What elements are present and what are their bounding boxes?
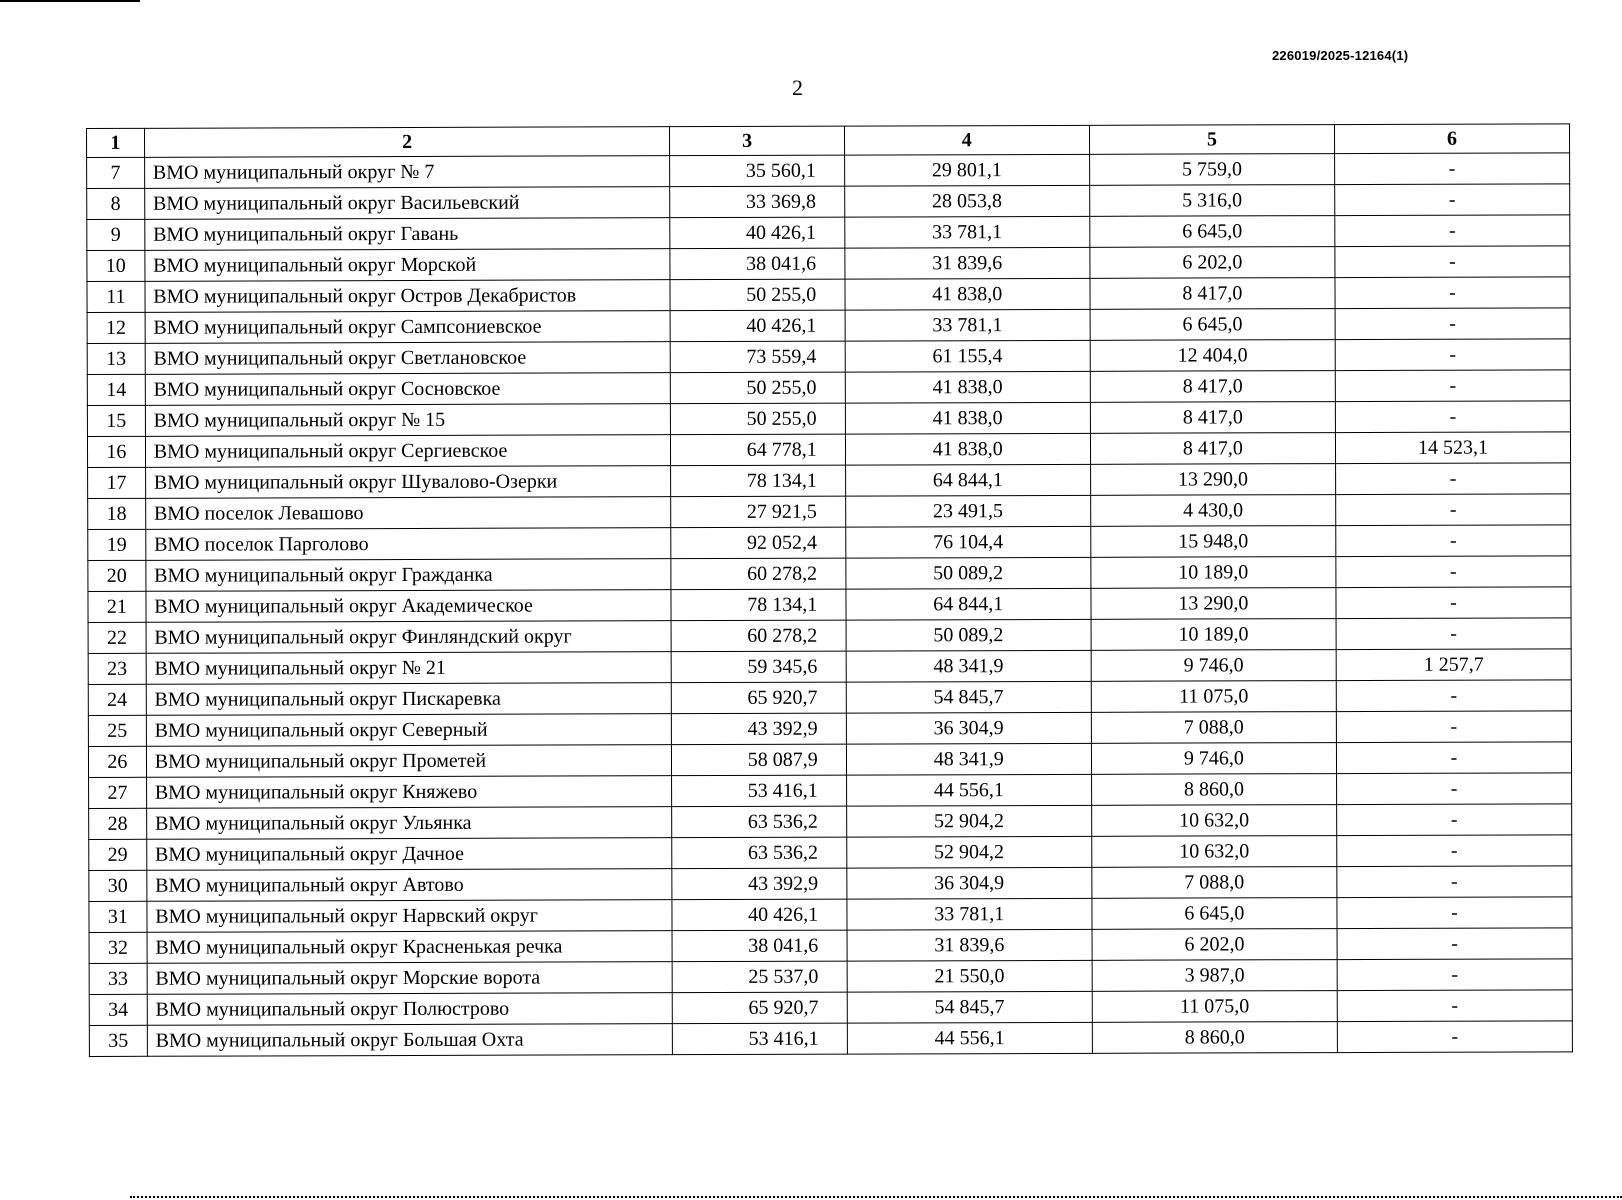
value-col5-cell: 6 202,0 (1092, 929, 1337, 961)
table-row (87, 246, 1570, 282)
value-col4-cell: 28 053,8 (844, 185, 1089, 217)
municipality-name-cell: ВМО муниципальный округ Светлановское (145, 342, 671, 375)
value-col6-cell: - (1336, 556, 1571, 588)
value-col4-cell: 41 838,0 (845, 402, 1090, 434)
value-col6-cell: - (1337, 866, 1572, 898)
page-number: 2 (792, 75, 803, 100)
value-col5-cell: 6 645,0 (1092, 898, 1337, 930)
value-col6-cell: - (1336, 711, 1571, 743)
value-col5-cell: 11 075,0 (1091, 681, 1336, 713)
value-col5-cell: 11 075,0 (1092, 991, 1337, 1023)
value-col6-cell: - (1336, 587, 1571, 619)
municipality-name-cell: ВМО муниципальный округ № 7 (144, 156, 670, 189)
value-col3-cell: 27 921,5 (671, 496, 845, 528)
value-col5-cell: 8 417,0 (1090, 402, 1335, 434)
value-col3-cell: 35 560,1 (670, 155, 844, 187)
row-number-cell: 27 (89, 777, 147, 808)
value-col3-cell: 60 278,2 (671, 558, 845, 590)
value-col3-cell: 64 778,1 (671, 434, 845, 466)
value-col4-cell: 33 781,1 (844, 216, 1089, 248)
row-number-cell: 19 (88, 529, 146, 560)
document-number: 226019/2025-12164(1) (1272, 48, 1409, 63)
value-col6-cell: - (1335, 401, 1570, 433)
table-row (87, 432, 1570, 468)
value-col6-cell: - (1335, 277, 1570, 309)
value-col3-cell: 50 255,0 (670, 279, 844, 311)
value-col5-cell: 3 987,0 (1092, 960, 1337, 992)
value-col3-cell: 73 559,4 (671, 341, 845, 373)
value-col5-cell: 8 417,0 (1090, 278, 1335, 310)
value-col4-cell: 54 845,7 (847, 991, 1092, 1023)
table-row (87, 215, 1570, 251)
value-col5-cell: 8 860,0 (1091, 774, 1336, 806)
value-col4-cell: 52 904,2 (846, 805, 1091, 837)
value-col4-cell: 23 491,5 (845, 495, 1090, 527)
municipality-name-cell: ВМО муниципальный округ № 15 (145, 404, 671, 437)
value-col5-cell: 13 290,0 (1090, 464, 1335, 496)
municipality-name-cell: ВМО муниципальный округ Нарвский округ (147, 900, 673, 933)
row-number-cell: 11 (87, 281, 145, 312)
municipality-name-cell: ВМО муниципальный округ Красненькая речка (147, 931, 673, 964)
municipality-name-cell: ВМО муниципальный округ Сосновское (145, 373, 671, 406)
row-number-cell: 8 (87, 188, 145, 219)
value-col4-cell: 61 155,4 (845, 340, 1090, 372)
value-col6-cell: - (1337, 1021, 1572, 1053)
municipality-name-cell: ВМО муниципальный округ Гавань (145, 218, 671, 251)
value-col4-cell: 41 838,0 (845, 433, 1090, 465)
row-number-cell: 17 (88, 467, 146, 498)
row-number-cell: 21 (88, 591, 146, 622)
value-col6-cell: - (1336, 525, 1571, 557)
table-row (89, 835, 1572, 871)
value-col3-cell: 38 041,6 (672, 930, 846, 962)
value-col3-cell: 78 134,1 (671, 465, 845, 497)
row-number-cell: 30 (89, 870, 147, 901)
municipality-name-cell: ВМО муниципальный округ Морские ворота (147, 962, 673, 995)
row-number-cell: 16 (87, 436, 145, 467)
table-row (87, 370, 1570, 406)
value-col3-cell: 65 920,7 (672, 682, 846, 714)
municipality-name-cell: ВМО муниципальный округ Сергиевское (145, 435, 671, 468)
value-col4-cell: 50 089,2 (846, 619, 1091, 651)
row-number-cell: 28 (89, 808, 147, 839)
value-col6-cell: - (1336, 742, 1571, 774)
value-col5-cell: 8 417,0 (1090, 371, 1335, 403)
allocation-table (86, 123, 1573, 1057)
value-col6-cell: - (1337, 804, 1572, 836)
row-number-cell: 14 (87, 374, 145, 405)
value-col5-cell: 4 430,0 (1090, 495, 1335, 527)
table-row (87, 339, 1570, 375)
value-col5-cell: 5 759,0 (1089, 154, 1334, 186)
table-row (87, 184, 1570, 220)
municipality-name-cell: ВМО муниципальный округ Княжево (146, 776, 672, 809)
value-col4-cell: 64 844,1 (845, 464, 1090, 496)
municipality-name-cell: ВМО муниципальный округ Васильевский (144, 187, 670, 220)
column-header: 2 (144, 127, 670, 158)
row-number-cell: 20 (88, 560, 146, 591)
table-row (89, 866, 1572, 902)
value-col5-cell: 7 088,0 (1092, 867, 1337, 899)
table-row (89, 1021, 1572, 1057)
table-row (87, 308, 1570, 344)
municipality-name-cell: ВМО муниципальный округ Академическое (146, 590, 672, 623)
value-col6-cell: 14 523,1 (1335, 432, 1570, 464)
municipality-name-cell: ВМО муниципальный округ Большая Охта (147, 1024, 673, 1057)
table-row (88, 711, 1571, 747)
value-col4-cell: 44 556,1 (846, 774, 1091, 806)
municipality-name-cell: ВМО муниципальный округ Дачное (146, 838, 672, 871)
value-col6-cell: - (1337, 835, 1572, 867)
value-col5-cell: 6 202,0 (1090, 247, 1335, 279)
row-number-cell: 9 (87, 219, 145, 250)
value-col3-cell: 65 920,7 (673, 992, 847, 1024)
value-col5-cell: 7 088,0 (1091, 712, 1336, 744)
value-col4-cell: 64 844,1 (846, 588, 1091, 620)
table-row (89, 928, 1572, 964)
table-row (89, 773, 1572, 809)
table-header-row (87, 124, 1570, 158)
municipality-name-cell: ВМО муниципальный округ Пискаревка (146, 683, 672, 716)
row-number-cell: 35 (89, 1025, 147, 1056)
table-row (87, 401, 1570, 437)
value-col4-cell: 48 341,9 (846, 743, 1091, 775)
value-col4-cell: 50 089,2 (846, 557, 1091, 589)
value-col6-cell: - (1335, 215, 1570, 247)
column-header: 3 (670, 126, 844, 156)
row-number-cell: 26 (88, 746, 146, 777)
row-number-cell: 22 (88, 622, 146, 653)
row-number-cell: 29 (89, 839, 147, 870)
value-col6-cell: - (1337, 990, 1572, 1022)
municipality-name-cell: ВМО муниципальный округ Морской (145, 249, 671, 282)
value-col3-cell: 58 087,9 (672, 744, 846, 776)
value-col4-cell: 31 839,6 (847, 929, 1092, 961)
table-row (88, 494, 1571, 530)
table-row (88, 649, 1571, 685)
value-col6-cell: - (1337, 959, 1572, 991)
municipality-name-cell: ВМО муниципальный округ Полюстрово (147, 993, 673, 1026)
municipality-name-cell: ВМО муниципальный округ № 21 (146, 652, 672, 685)
value-col3-cell: 50 255,0 (671, 403, 845, 435)
row-number-cell: 18 (88, 498, 146, 529)
table-row (87, 153, 1570, 189)
municipality-name-cell: ВМО муниципальный округ Гражданка (146, 559, 672, 592)
value-col3-cell: 40 426,1 (672, 899, 846, 931)
value-col3-cell: 92 052,4 (671, 527, 845, 559)
value-col4-cell: 44 556,1 (847, 1022, 1092, 1054)
row-number-cell: 25 (88, 715, 146, 746)
value-col3-cell: 59 345,6 (672, 651, 846, 683)
value-col4-cell: 52 904,2 (846, 836, 1091, 868)
table-row (88, 525, 1571, 561)
column-header: 5 (1089, 125, 1334, 155)
value-col3-cell: 25 537,0 (673, 961, 847, 993)
value-col6-cell: - (1336, 463, 1571, 495)
value-col5-cell: 9 746,0 (1091, 650, 1336, 682)
value-col5-cell: 10 632,0 (1092, 836, 1337, 868)
value-col3-cell: 43 392,9 (672, 868, 846, 900)
column-header: 1 (87, 128, 145, 157)
municipality-name-cell: ВМО муниципальный округ Остров Декабристов (145, 280, 671, 313)
row-number-cell: 33 (89, 963, 147, 994)
row-number-cell: 23 (88, 653, 146, 684)
value-col4-cell: 31 839,6 (845, 247, 1090, 279)
value-col3-cell: 63 536,2 (672, 806, 846, 838)
value-col3-cell: 38 041,6 (670, 248, 844, 280)
value-col6-cell: - (1337, 928, 1572, 960)
value-col6-cell: - (1336, 494, 1571, 526)
value-col4-cell: 54 845,7 (846, 681, 1091, 713)
municipality-name-cell: ВМО муниципальный округ Сампсониевское (145, 311, 671, 344)
table-row (87, 277, 1570, 313)
value-col6-cell: - (1337, 773, 1572, 805)
value-col3-cell: 63 536,2 (672, 837, 846, 869)
value-col5-cell: 10 189,0 (1091, 619, 1336, 651)
value-col3-cell: 60 278,2 (672, 620, 846, 652)
table-row (88, 556, 1571, 592)
municipality-name-cell: ВМО муниципальный округ Финляндский округ (146, 621, 672, 654)
value-col6-cell: - (1336, 618, 1571, 650)
table-row (89, 990, 1572, 1026)
value-col3-cell: 53 416,1 (673, 1023, 847, 1055)
value-col6-cell: 1 257,7 (1336, 649, 1571, 681)
municipality-name-cell: ВМО муниципальный округ Шувалово-Озерки (145, 466, 671, 499)
value-col5-cell: 8 417,0 (1090, 433, 1335, 465)
value-col6-cell: - (1337, 897, 1572, 929)
value-col4-cell: 29 801,1 (844, 154, 1089, 186)
row-number-cell: 13 (87, 343, 145, 374)
row-number-cell: 31 (89, 901, 147, 932)
row-number-cell: 32 (89, 932, 147, 963)
row-number-cell: 15 (87, 405, 145, 436)
table-body (87, 153, 1573, 1057)
row-number-cell: 24 (88, 684, 146, 715)
table-row (88, 680, 1571, 716)
value-col6-cell: - (1335, 308, 1570, 340)
value-col5-cell: 5 316,0 (1090, 185, 1335, 217)
value-col4-cell: 41 838,0 (845, 371, 1090, 403)
value-col5-cell: 13 290,0 (1091, 588, 1336, 620)
value-col5-cell: 8 860,0 (1092, 1022, 1337, 1054)
value-col3-cell: 78 134,1 (671, 589, 845, 621)
value-col4-cell: 76 104,4 (845, 526, 1090, 558)
value-col4-cell: 48 341,9 (846, 650, 1091, 682)
row-number-cell: 34 (89, 994, 147, 1025)
value-col3-cell: 33 369,8 (670, 186, 844, 218)
value-col5-cell: 12 404,0 (1090, 340, 1335, 372)
value-col3-cell: 50 255,0 (671, 372, 845, 404)
value-col5-cell: 10 632,0 (1091, 805, 1336, 837)
value-col4-cell: 21 550,0 (847, 960, 1092, 992)
municipality-name-cell: ВМО поселок Левашово (145, 497, 671, 530)
column-header: 4 (844, 125, 1089, 155)
value-col3-cell: 53 416,1 (672, 775, 846, 807)
value-col4-cell: 36 304,9 (846, 712, 1091, 744)
value-col5-cell: 9 746,0 (1091, 743, 1336, 775)
value-col6-cell: - (1336, 680, 1571, 712)
value-col3-cell: 40 426,1 (670, 217, 844, 249)
municipality-name-cell: ВМО муниципальный округ Северный (146, 714, 672, 747)
table-row (89, 897, 1572, 933)
municipality-name-cell: ВМО муниципальный округ Автово (147, 869, 673, 902)
scan-edge-bottom (130, 1196, 1622, 1200)
value-col4-cell: 33 781,1 (847, 898, 1092, 930)
column-header: 6 (1334, 124, 1569, 154)
value-col3-cell: 40 426,1 (671, 310, 845, 342)
value-col6-cell: - (1335, 184, 1570, 216)
table-row (89, 804, 1572, 840)
table-row (88, 742, 1571, 778)
value-col5-cell: 6 645,0 (1090, 309, 1335, 341)
value-col6-cell: - (1335, 153, 1570, 185)
value-col3-cell: 43 392,9 (672, 713, 846, 745)
row-number-cell: 7 (87, 157, 145, 188)
scan-edge-top (0, 0, 140, 2)
municipality-name-cell: ВМО муниципальный округ Ульянка (146, 807, 672, 840)
table-row (89, 959, 1572, 995)
table-row (88, 618, 1571, 654)
value-col5-cell: 15 948,0 (1091, 526, 1336, 558)
value-col6-cell: - (1335, 339, 1570, 371)
table-row (88, 587, 1571, 623)
row-number-cell: 10 (87, 250, 145, 281)
value-col5-cell: 6 645,0 (1090, 216, 1335, 248)
table-row (88, 463, 1571, 499)
value-col6-cell: - (1335, 370, 1570, 402)
value-col4-cell: 33 781,1 (845, 309, 1090, 341)
municipality-name-cell: ВМО муниципальный округ Прометей (146, 745, 672, 778)
row-number-cell: 12 (87, 312, 145, 343)
value-col4-cell: 41 838,0 (845, 278, 1090, 310)
value-col4-cell: 36 304,9 (847, 867, 1092, 899)
municipality-name-cell: ВМО поселок Парголово (145, 528, 671, 561)
value-col6-cell: - (1335, 246, 1570, 278)
value-col5-cell: 10 189,0 (1091, 557, 1336, 589)
